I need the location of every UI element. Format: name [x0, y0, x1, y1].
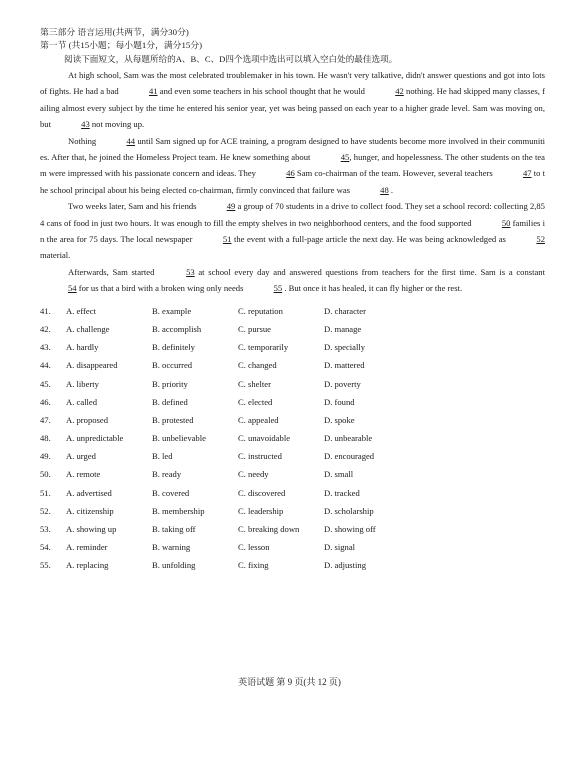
- passage-text: Nothing: [68, 135, 99, 146]
- option-d: D. adjusting: [324, 560, 367, 571]
- question-number: 55.: [40, 560, 51, 571]
- blank-number: 55: [273, 283, 283, 294]
- part-heading: 第三部分 语言运用(共两节，满分30分): [40, 27, 189, 37]
- option-d: D. scholarship: [324, 505, 374, 516]
- option-d: D. signal: [324, 542, 356, 553]
- option-a: A. reminder: [66, 542, 108, 553]
- option-c: C. reputation: [238, 305, 283, 316]
- option-b: B. defined: [152, 396, 188, 407]
- question-number: 48.: [40, 433, 51, 444]
- blank-number: 53: [186, 266, 195, 277]
- passage-text: families in the area for 75 days. The local newspaper: [40, 217, 545, 245]
- blank-number: 46: [286, 168, 295, 179]
- question-number: 43.: [40, 342, 51, 353]
- option-c: C. changed: [238, 360, 277, 371]
- option-row: [40, 356, 545, 374]
- passage-text: , hunger, and hopelessness. The other students on the team were impressed with his passionate concern and ideas. They: [40, 152, 545, 179]
- blank-number: 50: [501, 217, 511, 228]
- option-row: [40, 538, 545, 556]
- question-number: 51.: [40, 487, 51, 498]
- option-c: C. needy: [238, 469, 269, 480]
- cloze-passage: [40, 67, 545, 297]
- blank-number: 48: [380, 184, 389, 195]
- passage-text: Afterwards, Sam started: [68, 266, 159, 277]
- passage-text: At high school, Sam was the most celebrated troublemaker in his town. He wasn't very talkative, didn't answer questions and got into lots of fights. He had a bad: [40, 70, 545, 97]
- passage-paragraph: [40, 133, 545, 199]
- passage-text: not moving up.: [89, 119, 145, 130]
- option-b: B. example: [152, 305, 192, 316]
- option-d: D. character: [324, 305, 366, 316]
- option-row: [40, 520, 545, 538]
- option-d: D. specially: [324, 342, 366, 353]
- option-c: C. shelter: [238, 378, 271, 389]
- option-a: A. called: [66, 396, 98, 407]
- question-number: 44.: [40, 360, 51, 371]
- instruction-text: 阅读下面短文，从每题所给的A、B、C、D四个选项中选出可以填入空白处的最佳选项。: [64, 54, 398, 64]
- passage-text: a group of 70 students in a drive to collect food. They set a school record: collecting 2,854 cans of food in just two hours. It was enough to fill the empty shelves in two neighborhood centers, and the food supported: [40, 201, 545, 228]
- question-number: 52.: [40, 505, 51, 516]
- passage-paragraph: [40, 67, 545, 133]
- option-b: B. ready: [152, 469, 182, 480]
- page-footer: 英语试题 第 9 页(共 12 页): [238, 677, 341, 687]
- passage-text: .: [388, 184, 394, 195]
- option-d: D. found: [324, 396, 355, 407]
- option-b: B. membership: [152, 505, 205, 516]
- option-c: C. leadership: [238, 505, 284, 516]
- section-heading: 第一节 (共15小题；每小题1分，满分15分): [40, 40, 203, 50]
- option-b: B. occurred: [152, 360, 193, 371]
- blank-number: 42: [395, 86, 404, 97]
- blank-number: 51: [222, 234, 232, 245]
- option-d: D. tracked: [324, 487, 360, 498]
- option-a: A. liberty: [66, 378, 99, 389]
- option-row: [40, 502, 545, 520]
- question-number: 45.: [40, 378, 51, 389]
- option-a: A. replacing: [66, 560, 109, 571]
- options-list: [40, 302, 545, 575]
- option-b: B. unfolding: [152, 560, 196, 571]
- option-a: A. urged: [66, 451, 96, 462]
- option-d: D. poverty: [324, 378, 361, 389]
- passage-text: and even some teachers in his school thought that he would: [157, 86, 368, 97]
- option-row: [40, 374, 545, 392]
- passage-text: until Sam signed up for ACE training, a program designed to have students become more involved in their communities. After that, he joined the Homeless Project team. He knew something about: [40, 135, 545, 163]
- option-row: [40, 484, 545, 502]
- passage-text: the event with a full-page article the next day. He was being acknowledged as: [231, 234, 509, 245]
- option-d: D. showing off: [324, 524, 376, 535]
- passage-paragraph: [40, 264, 545, 297]
- option-c: C. elected: [238, 396, 273, 407]
- option-b: B. definitely: [152, 342, 195, 353]
- passage-text: at school every day and answered questions from teachers for the first time. Sam is a constant: [194, 266, 545, 277]
- option-row: [40, 411, 545, 429]
- option-row: [40, 320, 545, 338]
- option-b: B. warning: [152, 542, 191, 553]
- option-row: [40, 556, 545, 574]
- option-d: D. manage: [324, 323, 362, 334]
- option-c: C. unavoidable: [238, 433, 291, 444]
- blank-number: 41: [148, 86, 158, 97]
- option-row: [40, 465, 545, 483]
- option-c: C. temporarily: [238, 342, 289, 353]
- blank-number: 52: [536, 234, 545, 245]
- passage-text: to the school principal about his being elected co-chairman, firmly convinced that failure was: [40, 168, 545, 195]
- option-a: A. remote: [66, 469, 101, 480]
- option-b: B. protested: [152, 414, 194, 425]
- passage-text: Sam co-chairman of the team. However, several teachers: [294, 168, 495, 179]
- blank-number: 43: [81, 119, 90, 130]
- option-a: A. proposed: [66, 414, 109, 425]
- question-number: 42.: [40, 323, 51, 334]
- blank-number: 44: [126, 135, 136, 146]
- option-d: D. mattered: [324, 360, 365, 371]
- blank-number: 45: [340, 152, 350, 163]
- option-d: D. spoke: [324, 414, 355, 425]
- option-row: [40, 302, 545, 320]
- option-row: [40, 338, 545, 356]
- option-a: A. citizenship: [66, 505, 114, 516]
- option-d: D. small: [324, 469, 354, 480]
- option-row: [40, 447, 545, 465]
- option-row: [40, 429, 545, 447]
- option-a: A. unpredictable: [66, 433, 124, 444]
- option-a: A. hardly: [66, 342, 99, 353]
- passage-text: for us that a bird with a broken wing only needs: [76, 283, 246, 294]
- option-c: C. instructed: [238, 451, 282, 462]
- option-b: B. unbelievable: [152, 433, 206, 444]
- option-d: D. unbearable: [324, 433, 373, 444]
- option-a: A. disappeared: [66, 360, 118, 371]
- passage-text: material.: [40, 250, 71, 261]
- option-c: C. discovered: [238, 487, 286, 498]
- option-row: [40, 393, 545, 411]
- passage-text: . But once it has healed, it can fly higher or the rest.: [282, 283, 463, 294]
- option-c: C. appealed: [238, 414, 279, 425]
- question-number: 53.: [40, 524, 51, 535]
- passage-text: nothing. He had skipped many classes, failing almost every subject by the time he entered his senior year, yet was being passed on each year to a higher grade level. Sam was moving on, but: [40, 86, 545, 130]
- option-c: C. breaking down: [238, 524, 300, 535]
- option-b: B. priority: [152, 378, 188, 389]
- blank-number: 49: [226, 201, 236, 212]
- option-a: A. challenge: [66, 323, 110, 334]
- passage-text: Two weeks later, Sam and his friends: [68, 201, 199, 212]
- question-number: 46.: [40, 396, 51, 407]
- option-a: A. showing up: [66, 524, 117, 535]
- option-b: B. taking off: [152, 524, 196, 535]
- option-d: D. encouraged: [324, 451, 375, 462]
- blank-number: 47: [522, 168, 532, 179]
- option-b: B. accomplish: [152, 323, 202, 334]
- option-b: B. covered: [152, 487, 190, 498]
- option-c: C. lesson: [238, 542, 270, 553]
- question-number: 49.: [40, 451, 51, 462]
- passage-paragraph: [40, 198, 545, 264]
- question-number: 50.: [40, 469, 51, 480]
- option-c: C. pursue: [238, 323, 271, 334]
- question-number: 41.: [40, 305, 51, 316]
- option-c: C. fixing: [238, 560, 269, 571]
- option-a: A. effect: [66, 305, 96, 316]
- question-number: 54.: [40, 542, 51, 553]
- blank-number: 54: [68, 283, 77, 294]
- question-number: 47.: [40, 414, 51, 425]
- option-a: A. advertised: [66, 487, 112, 498]
- option-b: B. led: [152, 451, 173, 462]
